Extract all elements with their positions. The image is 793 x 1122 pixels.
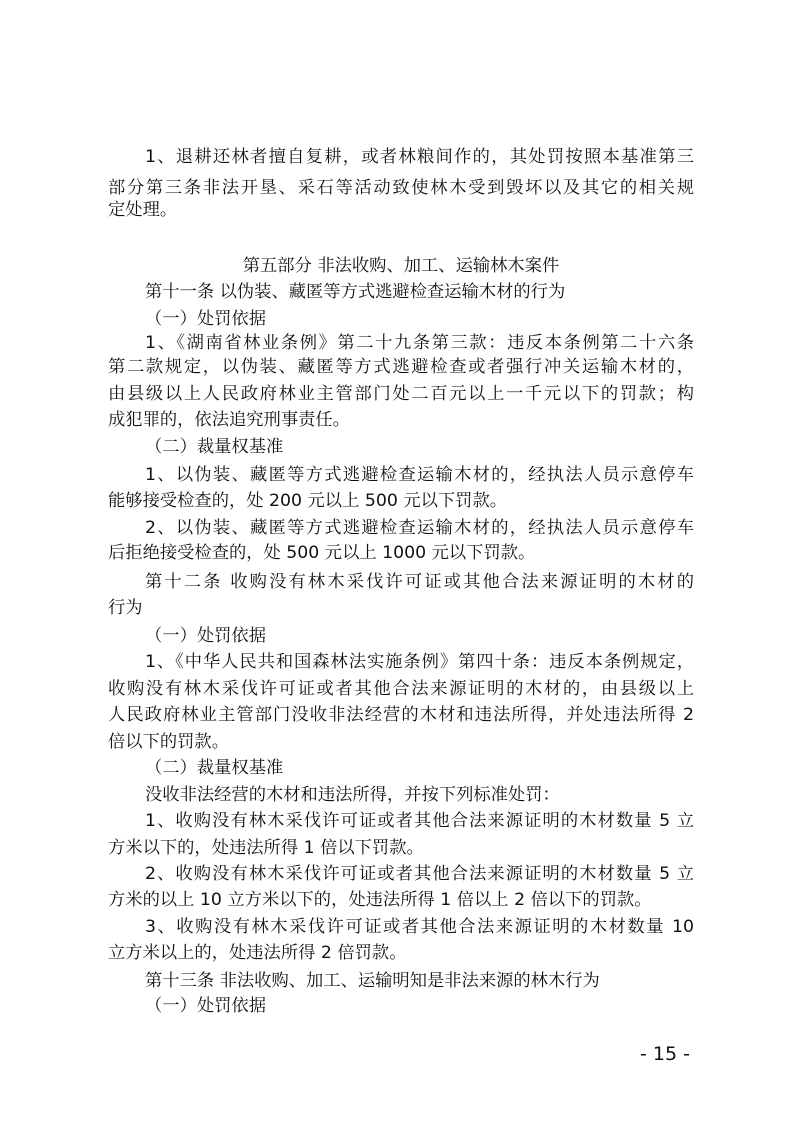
paragraph-line: 倍以下的罚款。 [108,732,229,752]
paragraph-line: 成犯罪的，依法追究刑事责任。 [108,410,350,430]
paragraph-line: 2、以伪装、藏匿等方式逃避检查运输木材的，经执法人员示意停车 [145,518,694,538]
section-heading: 第五部分 非法收购、加工、运输林木案件 [242,256,560,276]
article-title: 行为 [108,598,143,618]
paragraph-line: 方米的以上 10 立方米以下的，处违法所得 1 倍以上 2 倍以下的罚款。 [108,890,652,910]
paragraph-line: 后拒绝接受检查的，处 500 元以上 1000 元以下罚款。 [108,543,536,563]
article-title: 第十二条 收购没有林木采伐许可证或其他合法来源证明的木材的 [145,572,694,592]
article-title: 第十三条 非法收购、加工、运输明知是非法来源的林木行为 [145,971,600,991]
paragraph-line: 部分第三条非法开垦、采石等活动致使林木受到毁坏以及其它的相关规 [108,178,694,198]
paragraph-line: 立方米以上的，处违法所得 2 倍罚款。 [108,943,407,963]
subsection-heading: （一）处罚依据 [145,626,266,646]
paragraph-line: 1、收购没有林木采伐许可证或者其他合法来源证明的木材数量 5 立 [145,811,694,831]
paragraph-line: 3、收购没有林木采伐许可证或者其他合法来源证明的木材数量 10 [145,917,694,937]
page-number: - 15 - [640,1043,690,1065]
paragraph-line: 第二款规定，以伪装、藏匿等方式逃避检查或者强行冲关运输木材的， [108,357,694,377]
paragraph-line: 1、退耕还林者擅自复耕，或者林粮间作的，其处罚按照本基准第三 [145,147,694,167]
paragraph-line: 人民政府林业主管部门没收非法经营的木材和违法所得，并处违法所得 2 [108,705,694,725]
paragraph-line: 没收非法经营的木材和违法所得，并按下列标准处罚： [145,785,560,805]
paragraph-line: 由县级以上人民政府林业主管部门处二百元以上一千元以下的罚款；构 [108,384,694,404]
paragraph-line: 1、以伪装、藏匿等方式逃避检查运输木材的，经执法人员示意停车 [145,465,694,485]
paragraph-line: 定处理。 [108,200,178,220]
paragraph-line: 1、《湖南省林业条例》第二十九条第三款：违反本条例第二十六条 [145,333,694,353]
subsection-heading: （一）处罚依据 [145,309,266,329]
paragraph-line: 方米以下的，处违法所得 1 倍以下罚款。 [108,838,424,858]
paragraph-line: 1、《中华人民共和国森林法实施条例》第四十条：违反本条例规定， [145,652,694,672]
subsection-heading: （二）裁量权基准 [145,758,284,778]
subsection-heading: （二）裁量权基准 [145,437,284,457]
paragraph-line: 收购没有林木采伐许可证或者其他合法来源证明的木材的，由县级以上 [108,679,694,699]
paragraph-line: 2、收购没有林木采伐许可证或者其他合法来源证明的木材数量 5 立 [145,864,694,884]
subsection-heading: （一）处罚依据 [145,996,266,1016]
paragraph-line: 能够接受检查的，处 200 元以上 500 元以下罚款。 [108,491,508,511]
article-title: 第十一条 以伪装、藏匿等方式逃避检查运输木材的行为 [145,282,566,302]
